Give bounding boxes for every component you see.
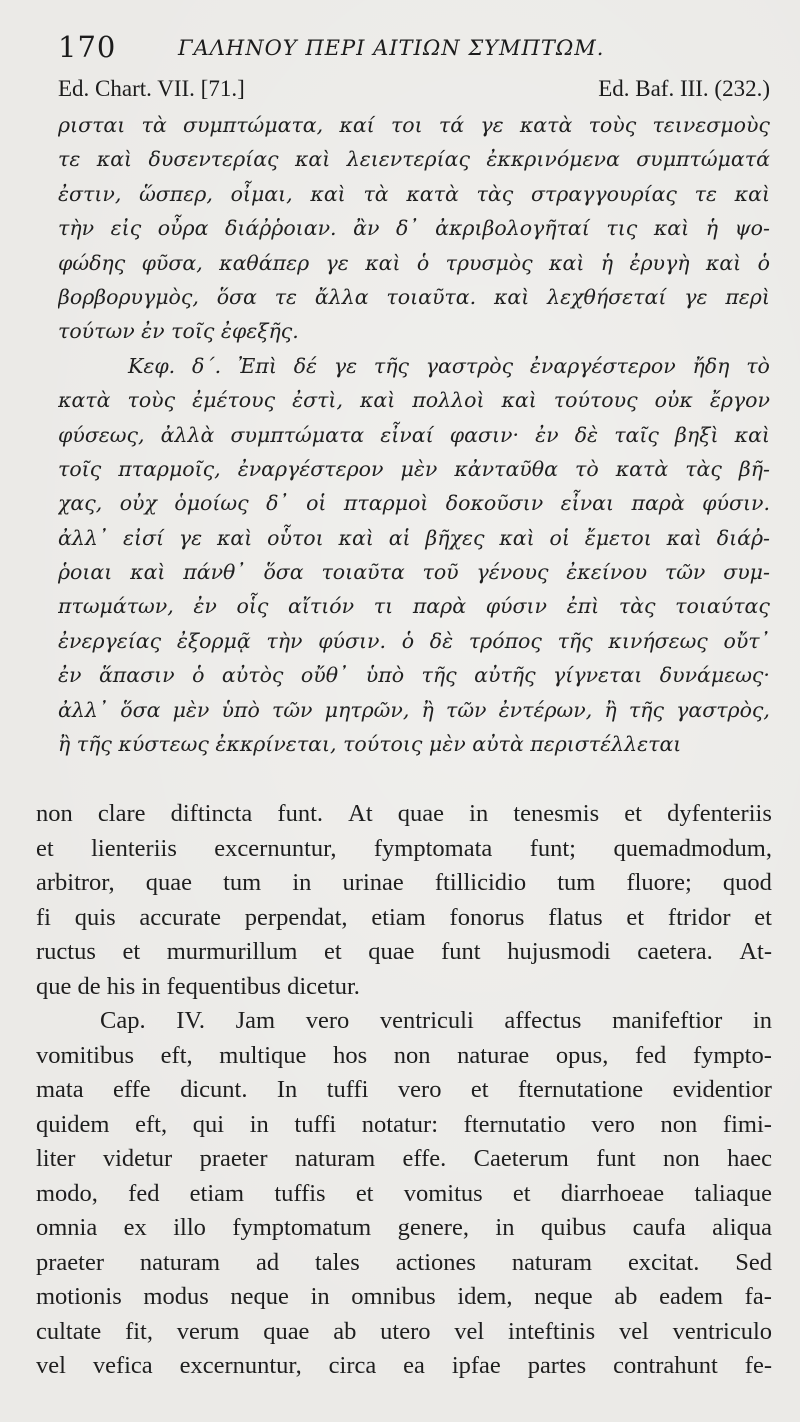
text-line: non clare diftincta funt. At quae in tenesmis et dyfenteriis [36, 800, 772, 827]
text-line: τοῖς πταρμοῖς, ἐναργέστερον μὲν κἀνταῦθα τὸ κατὰ τὰς βῆ- [58, 456, 770, 481]
text-line: Cap. IV. Jam vero ventriculi affectus manifeftior in [100, 1007, 772, 1034]
greek-text [58, 108, 770, 761]
text-line: ῥοιαι καὶ πάνθ᾽ ὅσα τοιαῦτα τοῦ γένους ἐκείνου τῶν συμ- [58, 560, 770, 585]
text-line: ἀλλ᾽ ὅσα μὲν ὑπὸ τῶν μητρῶν, ἢ τῶν ἐντέρων, ἢ τῆς γαστρὸς, [58, 697, 770, 722]
latin-translation [36, 797, 772, 1384]
running-title: ΓΑΛΗΝΟΥ ΠΕΡΙ ΑΙΤΙΩΝ ΣΥΜΠΤΩΜ. [178, 36, 605, 60]
text-line: vel vefica excernuntur, circa ea ipfae partes contrahunt fe- [36, 1352, 772, 1379]
text-line: χας, οὐχ ὁμοίως δ᾽ οἱ πταρμοὶ δοκοῦσιν εἶναι παρὰ φύσιν. [58, 491, 770, 516]
text-line: τὴν εἰς οὖρα διάῤῥοιαν. ἂν δ᾽ ἀκριβολογῆταί τις καὶ ἡ ψο- [58, 216, 770, 241]
text-line: ἢ τῆς κύστεως ἐκκρίνεται, τούτοις μὲν αὐτὰ περιστέλλεται [58, 732, 682, 757]
running-head [58, 28, 778, 64]
text-line: κατὰ τοὺς ἐμέτους ἐστὶ, καὶ πολλοὶ καὶ τούτους οὐκ ἔργον [58, 388, 770, 413]
text-line: ἀλλ᾽ εἰσί γε καὶ οὗτοι καὶ αἱ βῆχες καὶ οἱ ἔμετοι καὶ διάῤ- [58, 525, 770, 550]
text-line: quidem eft, qui in tuffi notatur: fternutatio vero non fimi- [36, 1110, 772, 1138]
text-line: ἐν ἅπασιν ὁ αὐτὸς οὔθ᾽ ὑπὸ τῆς αὐτῆς γίγνεται δυνάμεως· [58, 663, 770, 688]
text-line: et lienteriis excernuntur, fymptomata funt; quemadmodum, [36, 834, 772, 862]
edition-basel: Ed. Baf. III. (232.) [598, 76, 770, 101]
text-line: ἐστιν, ὥσπερ, οἶμαι, καὶ τὰ κατὰ τὰς στραγγουρίας τε καὶ [58, 181, 770, 206]
page-number: 170 [58, 30, 117, 64]
text-line: arbitror, quae tum in urinae ftillicidio tum fluore; quod [36, 869, 772, 896]
text-line: motionis modus neque in omnibus idem, neque ab eadem fa- [36, 1283, 772, 1310]
text-line: βορβορυγμὸς, ὅσα τε ἄλλα τοιαῦτα. καὶ λεχθήσεταί γε περὶ [58, 284, 770, 309]
text-line: ructus et murmurillum et quae funt hujusmodi caetera. At- [36, 938, 772, 965]
text-line: τε καὶ δυσεντερίας καὶ λειεντερίας ἐκκρινόμενα συμπτώματά [58, 147, 770, 172]
text-line: vomitibus eft, multique hos non naturae opus, fed fympto- [36, 1041, 772, 1069]
text-line: omnia ex illo fymptomatum genere, in quibus caufa aliqua [36, 1214, 772, 1241]
text-line: liter videtur praeter naturam effe. Caeterum funt non haec [36, 1145, 772, 1172]
text-line: πτωμάτων, ἐν οἷς αἴτιόν τι παρὰ φύσιν ἐπὶ τὰς τοιαύτας [58, 594, 770, 619]
text-line: fi quis accurate perpendat, etiam fonorus flatus et ftridor et [36, 903, 772, 931]
text-line: que de his in fequentibus dicetur. [36, 972, 360, 1000]
text-line: Κεφ. δ΄. Ἐπὶ δέ γε τῆς γαστρὸς ἐναργέστερον ἤδη τὸ [128, 353, 770, 378]
text-line: ρισται τὰ συμπτώματα, καί τοι τά γε κατὰ τοὺς τεινεσμοὺς [58, 113, 770, 137]
edition-references [58, 76, 770, 106]
text-line: praeter naturam ad tales actiones naturam excitat. Sed [36, 1248, 772, 1276]
text-line: cultate fit, verum quae ab utero vel inteftinis vel ventriculo [36, 1317, 772, 1345]
text-line: τούτων ἐν τοῖς ἐφεξῆς. [58, 319, 299, 344]
text-line: modo, fed etiam tuffis et vomitus et diarrhoeae taliaque [36, 1179, 772, 1207]
text-line: mata effe dicunt. In tuffi vero et fternutatione evidentior [36, 1076, 772, 1103]
text-line: φύσεως, ἀλλὰ συμπτώματα εἶναί φασιν· ἐν δὲ ταῖς βηξὶ καὶ [58, 422, 770, 447]
text-line: φώδης φῦσα, καθάπερ γε καὶ ὁ τρυσμὸς καὶ ἡ ἐρυγὴ καὶ ὁ [58, 250, 770, 275]
text-line: ἐνεργείας ἐξορμᾷ τὴν φύσιν. ὁ δὲ τρόπος τῆς κινήσεως οὔτ᾽ [58, 628, 770, 653]
edition-chartier: Ed. Chart. VII. [71.] [58, 76, 245, 101]
